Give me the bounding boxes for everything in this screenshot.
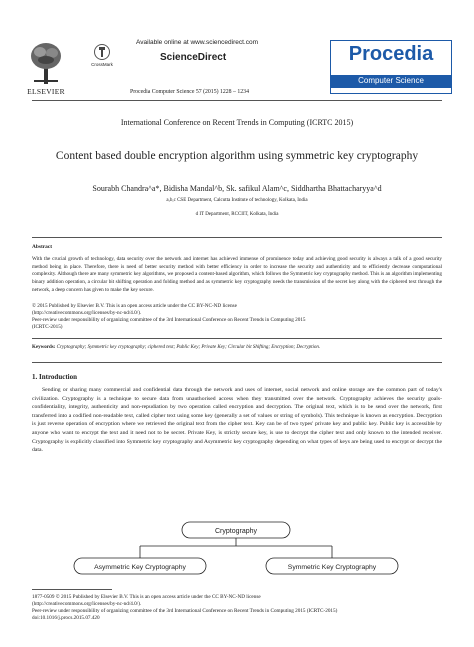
abstract-top-rule — [32, 237, 442, 238]
keywords — [32, 344, 442, 351]
license-statement — [32, 303, 442, 331]
affiliation: d IT Department, RCCIIT, Kolkata, India — [195, 212, 279, 217]
sciencedirect-brand: ScienceDirect — [160, 52, 227, 63]
diagram-right-label: Symmetric Key Cryptography — [287, 564, 377, 571]
footer-line: Peer-review under responsibility of organizing committee of the 3rd International Conference on Recent Trends in Computing 2015 (ICRTC-2015) — [32, 608, 338, 614]
crossmark-icon[interactable] — [94, 44, 110, 60]
journal-reference: Procedia Computer Science 57 (2015) 1228 – 1234 — [130, 89, 249, 95]
procedia-subtitle: Computer Science — [358, 76, 424, 85]
introduction-paragraph: Sending or sharing many commercial and confidential data through the network and uses of internet, social network and online storage are the common part of today's civilization. Cryptography is a technique to secure data from unauthorised access when they transmitted over the network. Cryptography achieves the security goals- confidentiality, integrity, authenticity and non-repudiation by two operation called encryption and decryption. The original text, which is to be send over the network, first transferred into a codified non-readable text, called cipher text using some key (generally a set of values or string of symbols). This technique is known as encryption. Decryption is just reverse operation of encryption where we retrieved the original text from the cipher text. Key can be of two types' private key and public key. Public key is accessible by anyone who want to encrypt the text and it need not to be secret. Private Key, is strictly secure key, is use to decrypt the cipher text and only known to the intended receiver. Cryptography is explicitly classified into Symmetric key cryptography and Asymmetric key cryptography depending on what types of keys are being used to encrypt or decrypt the data. — [32, 387, 442, 454]
diagram-left-label: Asymmetric Key Cryptography — [94, 564, 186, 571]
header-divider — [32, 100, 442, 101]
footer-link[interactable]: (http://creativecommons.org/licenses/by-nc-nd/4.0/). — [32, 601, 142, 607]
keywords-label: Keywords: — [32, 345, 56, 350]
available-online-text[interactable]: Available online at www.sciencedirect.com — [136, 39, 258, 46]
paper-title: Content based double encryption algorithm using symmetric key cryptography — [55, 150, 419, 162]
diagram-root-label: Cryptography — [214, 528, 258, 535]
footer-rule — [32, 589, 112, 590]
keywords-rule — [32, 338, 442, 339]
license-line: © 2015 Published by Elsevier B.V. This is an open access article under the CC BY-NC-ND license — [32, 303, 237, 309]
abstract-text: With the crucial growth of technology, data security over the network and internet has achieved immense of prominence today and achieving good security is always a talk of a good security method being in place. Therefore, there is need of better security method with better efficiency in order to increase the security and authenticity and to efficiently decrease computational complexity. Although there are many symmetric key algorithms, we proposed a content-based algorithm, which follows the Symmetric key cryptography method. This is an algorithm implementing binary addition operation, a circular bit shifting operation and folding method and as symmetric key cryptography needs the transmission of the secret key along with the ciphered text through the network, a deep concern has given to make the key secure. — [32, 255, 442, 293]
publisher-wordmark: ELSEVIER — [27, 87, 65, 96]
section-heading-introduction: 1. Introduction — [32, 373, 77, 381]
keywords-text: Cryptography; Symmetric key cryptography; ciphered text; Public Key; Private Key; Circular bit Shifting; Encryption; Decryption. — [56, 345, 321, 350]
license-line: Peer-review under responsibility of organizing committee of the 3rd International Conference on Recent Trends in Computing 2015 — [32, 317, 306, 323]
procedia-cover-logo — [330, 40, 452, 94]
footer-notice — [32, 594, 452, 622]
license-link[interactable]: (http://creativecommons.org/licenses/by-nc-nd/4.0/). — [32, 310, 142, 316]
cryptography-classification-diagram — [60, 520, 414, 582]
abstract-section — [32, 244, 442, 295]
conference-name: International Conference on Recent Trends in Computing (ICRTC 2015) — [120, 118, 354, 127]
keywords-bottom-rule — [32, 362, 442, 363]
elsevier-tree-logo — [28, 40, 64, 86]
license-line: (ICRTC-2015) — [32, 324, 63, 330]
author-list: Sourabh Chandra^a*, Bidisha Mandal^b, Sk. safikul Alam^c, Siddhartha Bhattacharyya^d — [92, 184, 382, 193]
abstract-heading: Abstract — [32, 244, 53, 250]
footer-line: 1877-0509 © 2015 Published by Elsevier B.V. This is an open access article under the CC BY-NC-ND license — [32, 594, 261, 600]
affiliation: a,b,c CSE Department, Calcutta Institute of technology, Kolkata, India — [166, 198, 308, 203]
procedia-title: Procedia — [348, 43, 434, 65]
doi-link[interactable]: doi:10.1016/j.procs.2015.07.420 — [32, 615, 100, 621]
crossmark-label: CrossMark — [91, 62, 113, 67]
